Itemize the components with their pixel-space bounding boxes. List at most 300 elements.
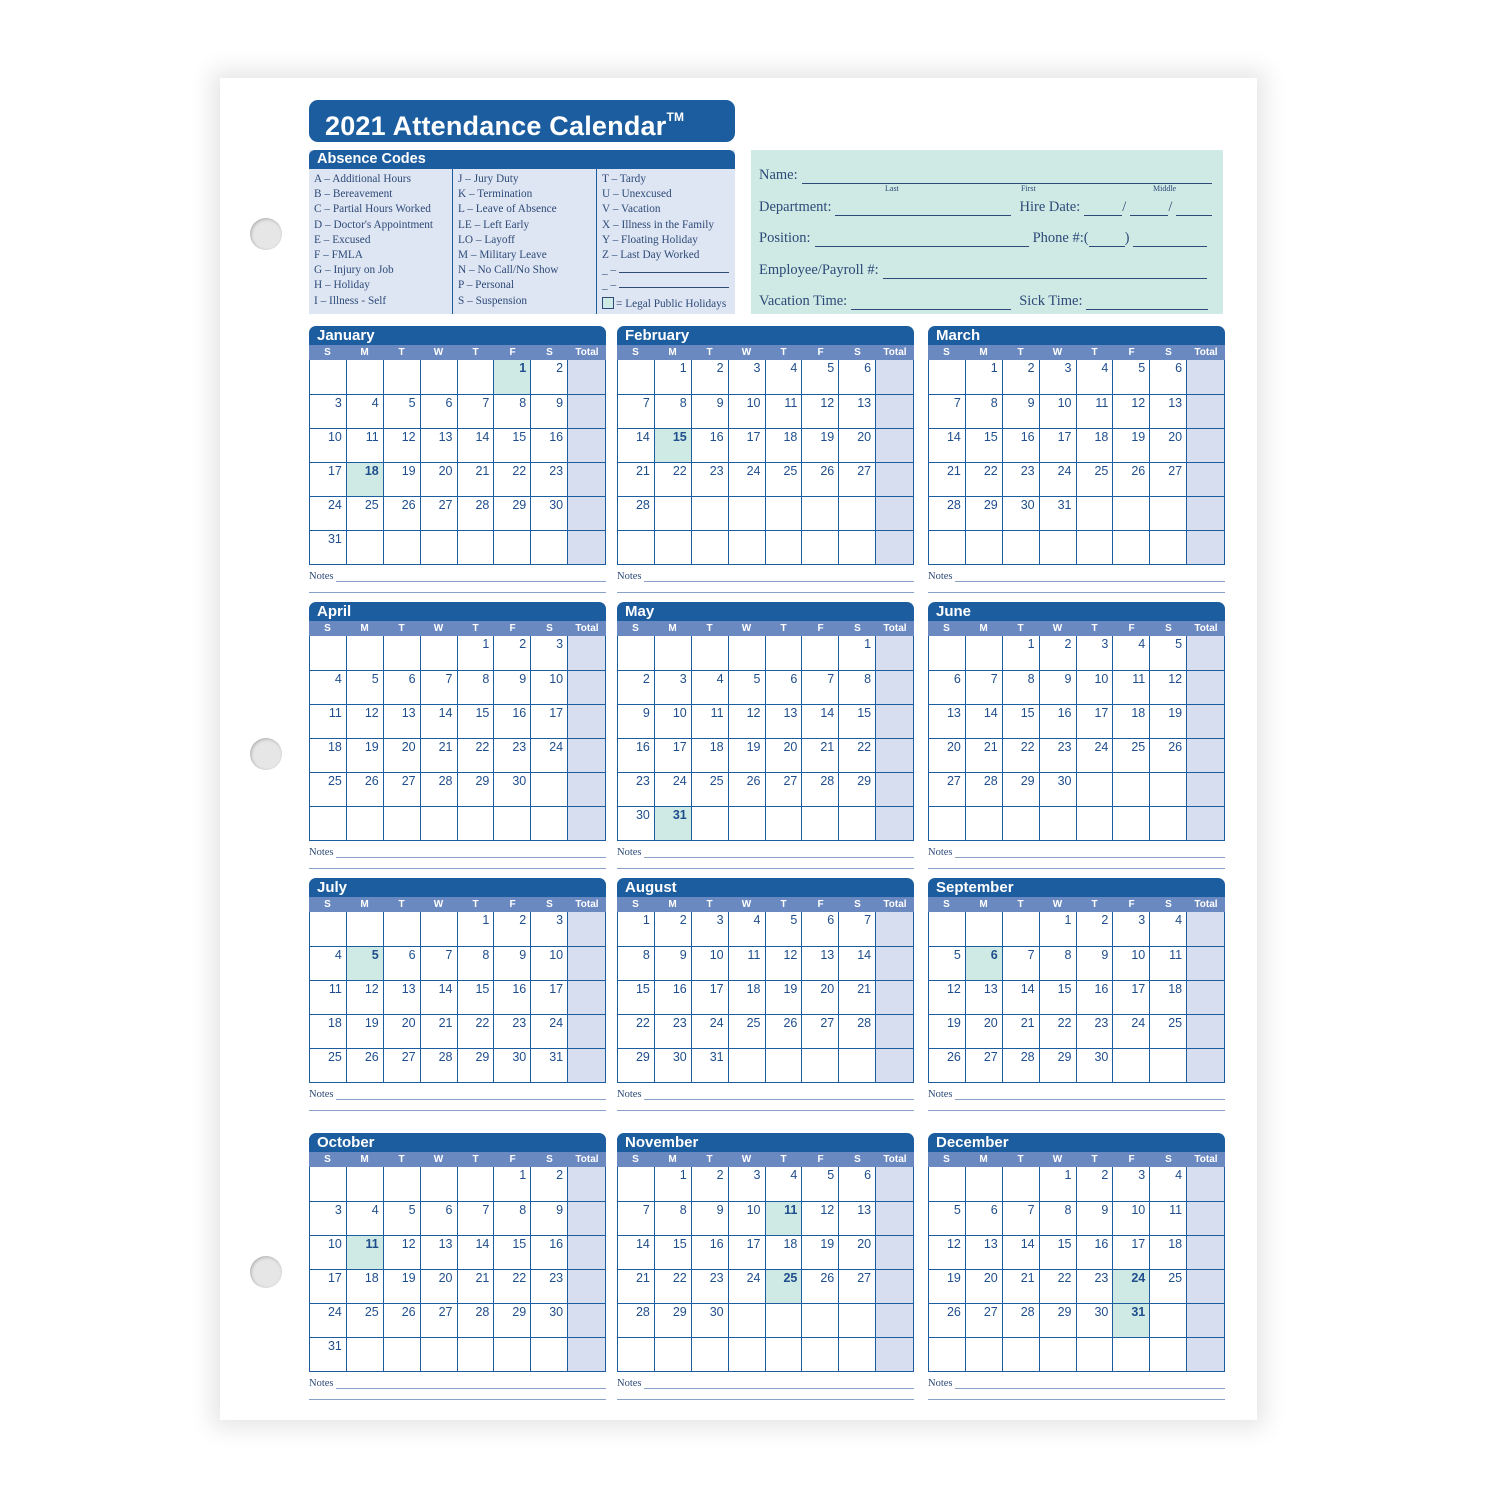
day-cell[interactable]: 25: [1150, 1269, 1187, 1303]
day-cell[interactable]: 13: [966, 1235, 1003, 1269]
day-cell[interactable]: 30: [618, 806, 655, 840]
empty-day-cell[interactable]: [802, 1337, 839, 1371]
empty-day-cell[interactable]: [802, 1303, 839, 1337]
day-cell[interactable]: 24: [1077, 738, 1114, 772]
empty-day-cell[interactable]: [802, 636, 839, 670]
day-cell[interactable]: 20: [839, 1235, 876, 1269]
day-cell[interactable]: 20: [802, 980, 839, 1014]
day-cell[interactable]: 12: [384, 1235, 421, 1269]
empty-day-cell[interactable]: [384, 806, 421, 840]
day-cell[interactable]: 18: [1113, 704, 1150, 738]
week-total-cell[interactable]: [1187, 1014, 1225, 1048]
day-cell[interactable]: 22: [1040, 1014, 1077, 1048]
day-cell[interactable]: 2: [494, 912, 531, 946]
empty-day-cell[interactable]: [384, 360, 421, 394]
week-total-cell[interactable]: [568, 1235, 606, 1269]
day-cell[interactable]: 28: [966, 772, 1003, 806]
day-cell[interactable]: 30: [1077, 1048, 1114, 1082]
day-cell[interactable]: 9: [494, 670, 531, 704]
day-cell[interactable]: 29: [494, 496, 531, 530]
day-cell[interactable]: 9: [692, 1201, 729, 1235]
day-cell[interactable]: 29: [655, 1303, 692, 1337]
notes-line[interactable]: [309, 868, 606, 869]
empty-day-cell[interactable]: [1150, 1303, 1187, 1337]
day-cell[interactable]: 7: [802, 670, 839, 704]
day-cell[interactable]: 21: [802, 738, 839, 772]
empty-day-cell[interactable]: [966, 1167, 1003, 1201]
day-cell[interactable]: 8: [494, 394, 531, 428]
day-cell[interactable]: 20: [966, 1014, 1003, 1048]
week-total-cell[interactable]: [568, 428, 606, 462]
empty-day-cell[interactable]: [929, 360, 966, 394]
day-cell[interactable]: 22: [1003, 738, 1040, 772]
day-cell[interactable]: 8: [966, 394, 1003, 428]
empty-day-cell[interactable]: [655, 636, 692, 670]
day-cell[interactable]: 21: [618, 462, 655, 496]
day-cell[interactable]: 21: [966, 738, 1003, 772]
week-total-cell[interactable]: [876, 946, 914, 980]
day-cell[interactable]: 22: [458, 738, 495, 772]
week-total-cell[interactable]: [876, 912, 914, 946]
day-cell[interactable]: 14: [1003, 980, 1040, 1014]
day-cell[interactable]: 4: [1113, 636, 1150, 670]
day-cell[interactable]: 22: [1040, 1269, 1077, 1303]
empty-day-cell[interactable]: [458, 530, 495, 564]
notes-line[interactable]: [336, 574, 607, 582]
day-cell[interactable]: 9: [618, 704, 655, 738]
day-cell[interactable]: 14: [421, 980, 458, 1014]
day-cell[interactable]: 7: [929, 394, 966, 428]
empty-day-cell[interactable]: [1113, 496, 1150, 530]
empty-day-cell[interactable]: [729, 530, 766, 564]
day-cell[interactable]: 2: [692, 360, 729, 394]
day-cell[interactable]: 4: [1077, 360, 1114, 394]
notes-line[interactable]: [617, 1110, 914, 1111]
day-cell[interactable]: 10: [1040, 394, 1077, 428]
day-cell[interactable]: 5: [802, 1167, 839, 1201]
empty-day-cell[interactable]: [802, 496, 839, 530]
week-total-cell[interactable]: [1187, 704, 1225, 738]
day-cell[interactable]: 27: [766, 772, 803, 806]
empty-day-cell[interactable]: [966, 806, 1003, 840]
day-cell[interactable]: 20: [384, 1014, 421, 1048]
day-cell[interactable]: 9: [1003, 394, 1040, 428]
day-cell[interactable]: 7: [421, 670, 458, 704]
empty-day-cell[interactable]: [1113, 806, 1150, 840]
day-cell[interactable]: 27: [421, 496, 458, 530]
day-cell[interactable]: 4: [766, 360, 803, 394]
day-cell[interactable]: 23: [1077, 1014, 1114, 1048]
empty-day-cell[interactable]: [1003, 1167, 1040, 1201]
week-total-cell[interactable]: [1187, 772, 1225, 806]
week-total-cell[interactable]: [1187, 530, 1225, 564]
notes-field[interactable]: [617, 1089, 914, 1100]
empty-day-cell[interactable]: [802, 1048, 839, 1082]
empty-day-cell[interactable]: [1150, 806, 1187, 840]
day-cell[interactable]: 1: [1003, 636, 1040, 670]
week-total-cell[interactable]: [568, 1014, 606, 1048]
day-cell[interactable]: 21: [929, 462, 966, 496]
day-cell[interactable]: 10: [729, 394, 766, 428]
empty-day-cell[interactable]: [531, 772, 568, 806]
day-cell[interactable]: 30: [1003, 496, 1040, 530]
empty-day-cell[interactable]: [1003, 912, 1040, 946]
day-cell[interactable]: 17: [729, 428, 766, 462]
empty-day-cell[interactable]: [766, 636, 803, 670]
week-total-cell[interactable]: [1187, 946, 1225, 980]
day-cell[interactable]: 8: [655, 394, 692, 428]
day-cell[interactable]: 28: [839, 1014, 876, 1048]
empty-day-cell[interactable]: [655, 496, 692, 530]
day-cell[interactable]: 14: [966, 704, 1003, 738]
day-cell[interactable]: 22: [655, 1269, 692, 1303]
week-total-cell[interactable]: [1187, 394, 1225, 428]
empty-day-cell[interactable]: [692, 1337, 729, 1371]
day-cell[interactable]: 13: [384, 704, 421, 738]
day-cell[interactable]: 1: [458, 636, 495, 670]
week-total-cell[interactable]: [876, 772, 914, 806]
week-total-cell[interactable]: [1187, 980, 1225, 1014]
day-cell[interactable]: 12: [1150, 670, 1187, 704]
day-cell[interactable]: 4: [692, 670, 729, 704]
day-cell[interactable]: 3: [1040, 360, 1077, 394]
empty-day-cell[interactable]: [766, 1048, 803, 1082]
day-cell[interactable]: 17: [692, 980, 729, 1014]
hire-date-year-field[interactable]: [1176, 202, 1212, 216]
empty-day-cell[interactable]: [729, 636, 766, 670]
day-cell[interactable]: 15: [494, 428, 531, 462]
day-cell[interactable]: 2: [1003, 360, 1040, 394]
hire-date-day-field[interactable]: [1130, 202, 1168, 216]
empty-day-cell[interactable]: [384, 636, 421, 670]
notes-field[interactable]: [928, 1378, 1225, 1389]
day-cell[interactable]: 3: [310, 1201, 347, 1235]
day-cell[interactable]: 11: [1150, 1201, 1187, 1235]
holiday-day-cell[interactable]: 6: [966, 946, 1003, 980]
empty-day-cell[interactable]: [310, 912, 347, 946]
day-cell[interactable]: 16: [692, 1235, 729, 1269]
day-cell[interactable]: 21: [421, 738, 458, 772]
position-field[interactable]: [815, 233, 1029, 247]
week-total-cell[interactable]: [568, 1269, 606, 1303]
empty-day-cell[interactable]: [347, 360, 384, 394]
day-cell[interactable]: 13: [966, 980, 1003, 1014]
day-cell[interactable]: 19: [1150, 704, 1187, 738]
week-total-cell[interactable]: [876, 1201, 914, 1235]
holiday-day-cell[interactable]: 11: [766, 1201, 803, 1235]
day-cell[interactable]: 6: [421, 1201, 458, 1235]
day-cell[interactable]: 28: [618, 1303, 655, 1337]
day-cell[interactable]: 3: [1077, 636, 1114, 670]
day-cell[interactable]: 23: [531, 462, 568, 496]
day-cell[interactable]: 28: [802, 772, 839, 806]
week-total-cell[interactable]: [876, 738, 914, 772]
empty-day-cell[interactable]: [839, 530, 876, 564]
empty-day-cell[interactable]: [458, 1337, 495, 1371]
notes-line[interactable]: [955, 1092, 1226, 1100]
day-cell[interactable]: 28: [458, 496, 495, 530]
day-cell[interactable]: 30: [1040, 772, 1077, 806]
empty-day-cell[interactable]: [1077, 496, 1114, 530]
empty-day-cell[interactable]: [766, 806, 803, 840]
day-cell[interactable]: 5: [347, 670, 384, 704]
week-total-cell[interactable]: [1187, 1167, 1225, 1201]
notes-line[interactable]: [928, 1110, 1225, 1111]
day-cell[interactable]: 6: [421, 394, 458, 428]
day-cell[interactable]: 30: [1077, 1303, 1114, 1337]
day-cell[interactable]: 24: [655, 772, 692, 806]
day-cell[interactable]: 26: [1150, 738, 1187, 772]
day-cell[interactable]: 6: [384, 670, 421, 704]
day-cell[interactable]: 27: [802, 1014, 839, 1048]
day-cell[interactable]: 24: [310, 1303, 347, 1337]
empty-day-cell[interactable]: [618, 636, 655, 670]
day-cell[interactable]: 21: [458, 1269, 495, 1303]
week-total-cell[interactable]: [1187, 360, 1225, 394]
day-cell[interactable]: 9: [692, 394, 729, 428]
day-cell[interactable]: 31: [310, 1337, 347, 1371]
empty-day-cell[interactable]: [384, 1167, 421, 1201]
empty-day-cell[interactable]: [839, 1337, 876, 1371]
holiday-day-cell[interactable]: 31: [655, 806, 692, 840]
empty-day-cell[interactable]: [839, 806, 876, 840]
day-cell[interactable]: 15: [839, 704, 876, 738]
day-cell[interactable]: 10: [310, 428, 347, 462]
day-cell[interactable]: 17: [729, 1235, 766, 1269]
empty-day-cell[interactable]: [347, 1167, 384, 1201]
day-cell[interactable]: 23: [494, 1014, 531, 1048]
empty-day-cell[interactable]: [729, 1048, 766, 1082]
empty-day-cell[interactable]: [1150, 530, 1187, 564]
day-cell[interactable]: 13: [766, 704, 803, 738]
empty-day-cell[interactable]: [310, 1167, 347, 1201]
day-cell[interactable]: 31: [1040, 496, 1077, 530]
week-total-cell[interactable]: [568, 738, 606, 772]
day-cell[interactable]: 3: [531, 912, 568, 946]
day-cell[interactable]: 27: [384, 772, 421, 806]
day-cell[interactable]: 14: [458, 1235, 495, 1269]
day-cell[interactable]: 19: [1113, 428, 1150, 462]
day-cell[interactable]: 21: [618, 1269, 655, 1303]
day-cell[interactable]: 6: [966, 1201, 1003, 1235]
week-total-cell[interactable]: [876, 1167, 914, 1201]
day-cell[interactable]: 24: [531, 1014, 568, 1048]
week-total-cell[interactable]: [568, 912, 606, 946]
day-cell[interactable]: 27: [1150, 462, 1187, 496]
day-cell[interactable]: 11: [310, 704, 347, 738]
day-cell[interactable]: 23: [692, 462, 729, 496]
day-cell[interactable]: 26: [384, 1303, 421, 1337]
day-cell[interactable]: 15: [618, 980, 655, 1014]
day-cell[interactable]: 4: [766, 1167, 803, 1201]
empty-day-cell[interactable]: [1077, 1337, 1114, 1371]
empty-day-cell[interactable]: [1113, 530, 1150, 564]
day-cell[interactable]: 10: [531, 946, 568, 980]
day-cell[interactable]: 3: [729, 360, 766, 394]
day-cell[interactable]: 30: [531, 1303, 568, 1337]
day-cell[interactable]: 27: [384, 1048, 421, 1082]
empty-day-cell[interactable]: [421, 806, 458, 840]
day-cell[interactable]: 16: [1077, 1235, 1114, 1269]
week-total-cell[interactable]: [876, 1303, 914, 1337]
holiday-day-cell[interactable]: 18: [347, 462, 384, 496]
day-cell[interactable]: 30: [494, 772, 531, 806]
empty-day-cell[interactable]: [929, 636, 966, 670]
notes-line[interactable]: [644, 850, 915, 858]
day-cell[interactable]: 25: [347, 1303, 384, 1337]
day-cell[interactable]: 22: [966, 462, 1003, 496]
day-cell[interactable]: 25: [1150, 1014, 1187, 1048]
week-total-cell[interactable]: [1187, 496, 1225, 530]
day-cell[interactable]: 13: [384, 980, 421, 1014]
empty-day-cell[interactable]: [1113, 772, 1150, 806]
day-cell[interactable]: 28: [618, 496, 655, 530]
day-cell[interactable]: 29: [494, 1303, 531, 1337]
day-cell[interactable]: 18: [1150, 1235, 1187, 1269]
day-cell[interactable]: 26: [729, 772, 766, 806]
week-total-cell[interactable]: [1187, 636, 1225, 670]
day-cell[interactable]: 21: [458, 462, 495, 496]
day-cell[interactable]: 18: [766, 428, 803, 462]
empty-day-cell[interactable]: [347, 806, 384, 840]
day-cell[interactable]: 26: [1113, 462, 1150, 496]
day-cell[interactable]: 26: [384, 496, 421, 530]
day-cell[interactable]: 9: [494, 946, 531, 980]
day-cell[interactable]: 16: [531, 428, 568, 462]
day-cell[interactable]: 13: [421, 428, 458, 462]
day-cell[interactable]: 7: [839, 912, 876, 946]
holiday-day-cell[interactable]: 5: [347, 946, 384, 980]
day-cell[interactable]: 14: [618, 1235, 655, 1269]
day-cell[interactable]: 18: [729, 980, 766, 1014]
day-cell[interactable]: 19: [802, 428, 839, 462]
day-cell[interactable]: 6: [384, 946, 421, 980]
empty-day-cell[interactable]: [729, 806, 766, 840]
day-cell[interactable]: 12: [929, 980, 966, 1014]
day-cell[interactable]: 25: [310, 772, 347, 806]
week-total-cell[interactable]: [568, 670, 606, 704]
empty-day-cell[interactable]: [1150, 496, 1187, 530]
empty-day-cell[interactable]: [421, 360, 458, 394]
notes-field[interactable]: [928, 847, 1225, 858]
day-cell[interactable]: 13: [839, 394, 876, 428]
day-cell[interactable]: 11: [1077, 394, 1114, 428]
day-cell[interactable]: 14: [458, 428, 495, 462]
day-cell[interactable]: 17: [1113, 980, 1150, 1014]
day-cell[interactable]: 5: [384, 1201, 421, 1235]
empty-day-cell[interactable]: [618, 530, 655, 564]
notes-line[interactable]: [644, 574, 915, 582]
week-total-cell[interactable]: [568, 394, 606, 428]
day-cell[interactable]: 29: [618, 1048, 655, 1082]
day-cell[interactable]: 26: [929, 1303, 966, 1337]
day-cell[interactable]: 23: [655, 1014, 692, 1048]
notes-line[interactable]: [644, 1381, 915, 1389]
day-cell[interactable]: 9: [531, 1201, 568, 1235]
day-cell[interactable]: 3: [729, 1167, 766, 1201]
empty-day-cell[interactable]: [1040, 806, 1077, 840]
notes-line[interactable]: [617, 592, 914, 593]
day-cell[interactable]: 18: [766, 1235, 803, 1269]
day-cell[interactable]: 21: [1003, 1269, 1040, 1303]
empty-day-cell[interactable]: [729, 1337, 766, 1371]
day-cell[interactable]: 6: [839, 1167, 876, 1201]
day-cell[interactable]: 15: [494, 1235, 531, 1269]
empty-day-cell[interactable]: [692, 806, 729, 840]
notes-field[interactable]: [928, 1089, 1225, 1100]
empty-day-cell[interactable]: [766, 496, 803, 530]
day-cell[interactable]: 17: [1113, 1235, 1150, 1269]
day-cell[interactable]: 8: [1040, 946, 1077, 980]
day-cell[interactable]: 14: [802, 704, 839, 738]
day-cell[interactable]: 20: [421, 1269, 458, 1303]
week-total-cell[interactable]: [1187, 806, 1225, 840]
day-cell[interactable]: 10: [1113, 1201, 1150, 1235]
day-cell[interactable]: 20: [1150, 428, 1187, 462]
day-cell[interactable]: 5: [384, 394, 421, 428]
empty-day-cell[interactable]: [494, 530, 531, 564]
day-cell[interactable]: 16: [494, 704, 531, 738]
empty-day-cell[interactable]: [729, 496, 766, 530]
day-cell[interactable]: 24: [1113, 1014, 1150, 1048]
week-total-cell[interactable]: [876, 980, 914, 1014]
empty-day-cell[interactable]: [458, 1167, 495, 1201]
empty-day-cell[interactable]: [802, 806, 839, 840]
day-cell[interactable]: 8: [494, 1201, 531, 1235]
day-cell[interactable]: 28: [421, 772, 458, 806]
week-total-cell[interactable]: [1187, 1269, 1225, 1303]
day-cell[interactable]: 2: [531, 360, 568, 394]
day-cell[interactable]: 6: [929, 670, 966, 704]
week-total-cell[interactable]: [1187, 462, 1225, 496]
day-cell[interactable]: 19: [347, 1014, 384, 1048]
day-cell[interactable]: 4: [310, 946, 347, 980]
day-cell[interactable]: 4: [310, 670, 347, 704]
week-total-cell[interactable]: [876, 1337, 914, 1371]
empty-day-cell[interactable]: [310, 806, 347, 840]
week-total-cell[interactable]: [1187, 738, 1225, 772]
day-cell[interactable]: 8: [1040, 1201, 1077, 1235]
empty-day-cell[interactable]: [384, 530, 421, 564]
hire-date-month-field[interactable]: [1084, 202, 1122, 216]
day-cell[interactable]: 31: [692, 1048, 729, 1082]
empty-day-cell[interactable]: [966, 636, 1003, 670]
day-cell[interactable]: 15: [966, 428, 1003, 462]
empty-day-cell[interactable]: [1150, 1048, 1187, 1082]
day-cell[interactable]: 9: [655, 946, 692, 980]
payroll-field[interactable]: [883, 265, 1207, 279]
notes-field[interactable]: [617, 571, 914, 582]
day-cell[interactable]: 17: [310, 1269, 347, 1303]
empty-day-cell[interactable]: [929, 806, 966, 840]
day-cell[interactable]: 14: [1003, 1235, 1040, 1269]
holiday-day-cell[interactable]: 1: [494, 360, 531, 394]
day-cell[interactable]: 14: [618, 428, 655, 462]
day-cell[interactable]: 26: [929, 1048, 966, 1082]
day-cell[interactable]: 25: [692, 772, 729, 806]
day-cell[interactable]: 14: [929, 428, 966, 462]
day-cell[interactable]: 16: [531, 1235, 568, 1269]
day-cell[interactable]: 25: [729, 1014, 766, 1048]
notes-line[interactable]: [309, 1399, 606, 1400]
empty-day-cell[interactable]: [692, 496, 729, 530]
week-total-cell[interactable]: [876, 1269, 914, 1303]
day-cell[interactable]: 12: [729, 704, 766, 738]
notes-line[interactable]: [928, 1399, 1225, 1400]
day-cell[interactable]: 11: [1113, 670, 1150, 704]
notes-line[interactable]: [336, 850, 607, 858]
day-cell[interactable]: 24: [729, 462, 766, 496]
